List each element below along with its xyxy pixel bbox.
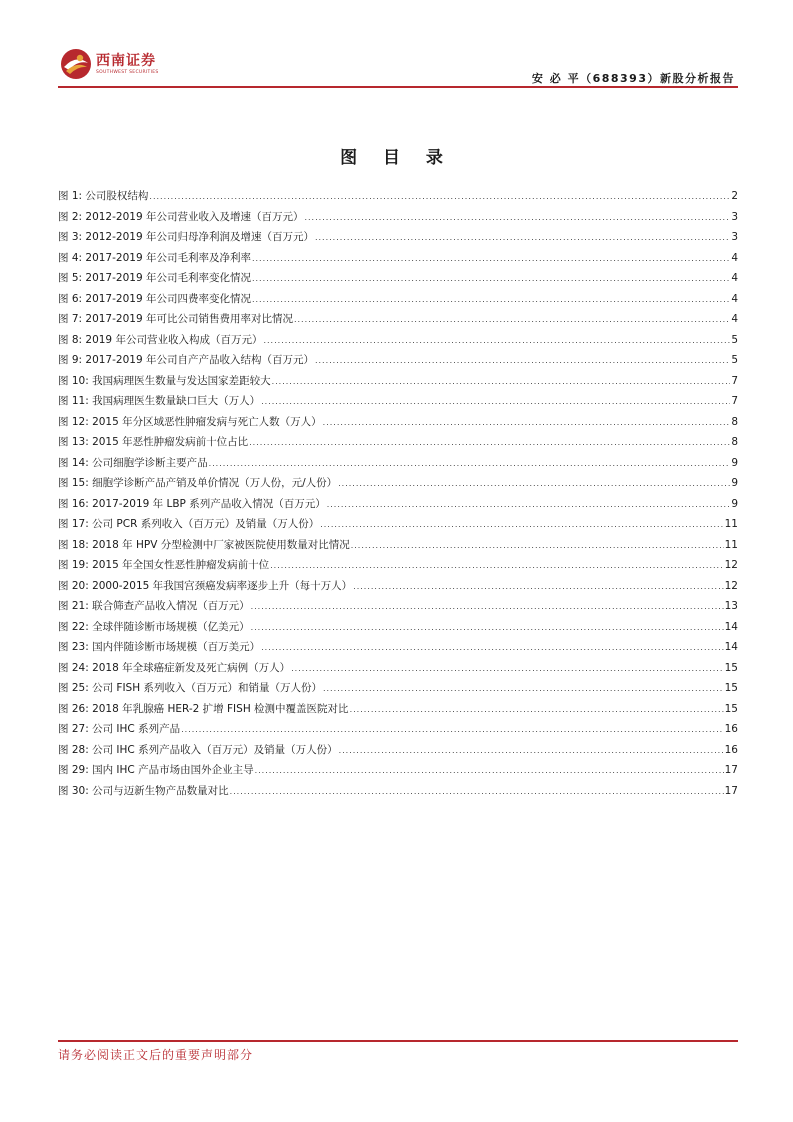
toc-entry-label[interactable]: 图 11: 我国病理医生数量缺口巨大（万人） (58, 395, 261, 407)
toc-entry-page[interactable]: 9 (731, 497, 738, 510)
toc-dot-leader (252, 290, 730, 311)
toc-entry[interactable] (58, 289, 738, 310)
toc-dot-leader (351, 536, 724, 557)
toc-entry[interactable] (58, 760, 738, 781)
footer-notice: 请务必阅读正文后的重要声明部分 (58, 1048, 254, 1062)
toc-entry-label[interactable]: 图 13: 2015 年恶性肿瘤发病前十位占比 (58, 436, 249, 448)
toc-entry-label[interactable]: 图 12: 2015 年分区域恶性肿瘤发病与死亡人数（万人） (58, 415, 322, 428)
toc-entry-label[interactable]: 图 30: 公司与迈新生物产品数量对比 (58, 784, 229, 797)
company-logo (60, 47, 159, 81)
toc-entry-page[interactable]: 3 (731, 231, 738, 243)
toc-entry-page[interactable]: 16 (724, 743, 738, 756)
toc-entry-label[interactable]: 图 16: 2017-2019 年 LBP 系列产品收入情况（百万元） (58, 497, 326, 510)
toc-dot-leader (249, 433, 730, 454)
toc-dot-leader (327, 495, 731, 516)
toc-dot-leader (251, 597, 724, 618)
toc-entry[interactable] (58, 268, 738, 289)
toc-dot-leader (323, 679, 724, 700)
toc-dot-leader (315, 228, 730, 249)
toc-dot-leader (230, 782, 724, 803)
toc-entry[interactable] (58, 412, 738, 433)
toc-entry-page[interactable]: 8 (731, 436, 738, 448)
toc-dot-leader (209, 454, 731, 475)
toc-entry[interactable] (58, 186, 738, 207)
toc-entry-page[interactable]: 7 (731, 374, 738, 387)
toc-entry-page[interactable]: 9 (731, 477, 738, 489)
toc-entry-label[interactable]: 图 9: 2017-2019 年公司自产产品收入结构（百万元） (58, 354, 314, 366)
toc-entry-page[interactable]: 4 (731, 272, 738, 284)
toc-entry-page[interactable]: 7 (731, 395, 738, 407)
toc-entry-page[interactable]: 17 (724, 764, 738, 776)
toc-entry-label[interactable]: 图 7: 2017-2019 年可比公司销售费用率对比情况 (58, 313, 293, 325)
toc-entry[interactable] (58, 740, 738, 761)
toc-entry-page[interactable]: 14 (724, 641, 738, 653)
toc-dot-leader (320, 515, 723, 536)
toc-entry[interactable] (58, 473, 738, 494)
toc-entry-label[interactable]: 图 8: 2019 年公司营业收入构成（百万元） (58, 333, 263, 346)
toc-entry-label[interactable]: 图 3: 2012-2019 年公司归母净利润及增速（百万元） (58, 231, 314, 243)
toc-entry-page[interactable]: 5 (731, 354, 738, 366)
toc-entry-label[interactable]: 图 17: 公司 PCR 系列收入（百万元）及销量（万人份） (58, 518, 320, 530)
toc-entry-page[interactable]: 11 (724, 538, 738, 551)
toc-dot-leader (149, 187, 730, 208)
toc-dot-leader (251, 618, 724, 639)
toc-entry-label[interactable]: 图 28: 公司 IHC 系列产品收入（百万元）及销量（万人份） (58, 743, 338, 756)
toc-entry-label[interactable]: 图 2: 2012-2019 年公司营业收入及增速（百万元） (58, 210, 304, 223)
toc-entry-page[interactable]: 4 (731, 251, 738, 264)
toc-entry-page[interactable]: 17 (724, 784, 738, 797)
toc-dot-leader (181, 720, 724, 741)
toc-entry[interactable] (58, 617, 738, 638)
toc-dot-leader (261, 638, 724, 659)
toc-entry-label[interactable]: 图 18: 2018 年 HPV 分型检测中厂家被医院使用数量对比情况 (58, 538, 350, 551)
toc-entry-page[interactable]: 4 (731, 292, 738, 305)
toc-entry[interactable] (58, 371, 738, 392)
toc-entry-label[interactable]: 图 21: 联合筛查产品收入情况（百万元） (58, 600, 250, 612)
toc-dot-leader (263, 331, 730, 352)
toc-dot-leader (252, 249, 730, 270)
toc-entry[interactable] (58, 207, 738, 228)
toc-entry[interactable] (58, 555, 738, 576)
table-of-figures (58, 186, 738, 801)
toc-entry[interactable] (58, 699, 738, 720)
toc-dot-leader (294, 310, 730, 331)
toc-entry[interactable] (58, 596, 738, 617)
toc-entry-label[interactable]: 图 14: 公司细胞学诊断主要产品 (58, 456, 208, 469)
toc-dot-leader (291, 659, 723, 680)
toc-entry-page[interactable]: 4 (731, 313, 738, 325)
toc-entry[interactable] (58, 453, 738, 474)
toc-entry-page[interactable]: 13 (724, 600, 738, 612)
toc-entry-page[interactable]: 2 (731, 190, 738, 202)
logo-cn-text: 西南证券 (96, 52, 156, 69)
toc-dot-leader (338, 474, 730, 495)
toc-dot-leader (261, 392, 730, 413)
toc-dot-leader (353, 577, 723, 598)
toc-entry[interactable] (58, 658, 738, 679)
toc-entry-label[interactable]: 图 6: 2017-2019 年公司四费率变化情况 (58, 292, 251, 305)
toc-entry-label[interactable]: 图 27: 公司 IHC 系列产品 (58, 723, 181, 735)
toc-entry[interactable] (58, 719, 738, 740)
toc-entry-page[interactable]: 11 (724, 518, 738, 530)
logo-emblem-icon (60, 48, 92, 80)
toc-entry-page[interactable]: 3 (731, 210, 738, 223)
toc-entry-page[interactable]: 15 (724, 661, 738, 674)
toc-entry-label[interactable]: 图 22: 全球伴随诊断市场规模（亿美元） (58, 620, 250, 633)
toc-dot-leader (339, 741, 724, 762)
toc-entry-label[interactable]: 图 5: 2017-2019 年公司毛利率变化情况 (58, 272, 251, 284)
toc-entry[interactable] (58, 350, 738, 371)
footer-divider (58, 1040, 738, 1042)
toc-entry-page[interactable]: 16 (724, 723, 738, 735)
toc-entry[interactable] (58, 227, 738, 248)
toc-entry-label[interactable]: 图 26: 2018 年乳腺癌 HER-2 扩增 FISH 检测中覆盖医院对比 (58, 702, 349, 715)
toc-entry[interactable] (58, 330, 738, 351)
page-title: 图 目 录 (340, 148, 453, 168)
toc-entry-label[interactable]: 图 15: 细胞学诊断产品产销及单价情况（万人份，元/人份） (58, 477, 338, 489)
toc-entry[interactable] (58, 494, 738, 515)
toc-dot-leader (304, 208, 730, 229)
toc-entry[interactable] (58, 391, 738, 412)
toc-dot-leader (323, 413, 731, 434)
toc-entry-page[interactable]: 15 (724, 702, 738, 715)
toc-entry-page[interactable]: 12 (724, 559, 738, 571)
toc-entry-label[interactable]: 图 29: 国内 IHC 产品市场由国外企业主导 (58, 764, 254, 776)
header-divider (58, 86, 738, 88)
toc-dot-leader (270, 556, 723, 577)
toc-entry[interactable] (58, 535, 738, 556)
toc-entry-page[interactable]: 15 (724, 682, 738, 694)
toc-entry-label[interactable]: 图 10: 我国病理医生数量与发达国家差距较大 (58, 374, 271, 387)
toc-entry-label[interactable]: 图 1: 公司股权结构 (58, 190, 149, 202)
toc-dot-leader (255, 761, 724, 782)
toc-entry-label[interactable]: 图 19: 2015 年全国女性恶性肿瘤发病前十位 (58, 559, 270, 571)
toc-entry[interactable] (58, 514, 738, 535)
toc-entry[interactable] (58, 432, 738, 453)
report-title: 安 必 平（688393）新股分析报告 (531, 72, 735, 85)
toc-entry-page[interactable]: 9 (731, 456, 738, 469)
toc-dot-leader (272, 372, 731, 393)
toc-entry-label[interactable]: 图 25: 公司 FISH 系列收入（百万元）和销量（万人份） (58, 682, 322, 694)
toc-entry-page[interactable]: 8 (731, 415, 738, 428)
toc-entry-label[interactable]: 图 4: 2017-2019 年公司毛利率及净利率 (58, 251, 251, 264)
toc-entry[interactable] (58, 678, 738, 699)
toc-entry-page[interactable]: 14 (724, 620, 738, 633)
toc-entry-label[interactable]: 图 23: 国内伴随诊断市场规模（百万美元） (58, 641, 261, 653)
toc-entry[interactable] (58, 576, 738, 597)
toc-dot-leader (252, 269, 730, 290)
toc-entry-label[interactable]: 图 20: 2000-2015 年我国宫颈癌发病率逐步上升（每十万人） (58, 579, 353, 592)
toc-entry-label[interactable]: 图 24: 2018 年全球癌症新发及死亡病例（万人） (58, 661, 291, 674)
toc-entry[interactable] (58, 781, 738, 802)
toc-entry-page[interactable]: 12 (724, 579, 738, 592)
toc-entry-page[interactable]: 5 (731, 333, 738, 346)
toc-dot-leader (315, 351, 730, 372)
toc-entry[interactable] (58, 309, 738, 330)
toc-entry[interactable] (58, 637, 738, 658)
logo-en-text: SOUTHWEST SECURITIES (96, 69, 159, 75)
toc-dot-leader (350, 700, 724, 721)
toc-entry[interactable] (58, 248, 738, 269)
